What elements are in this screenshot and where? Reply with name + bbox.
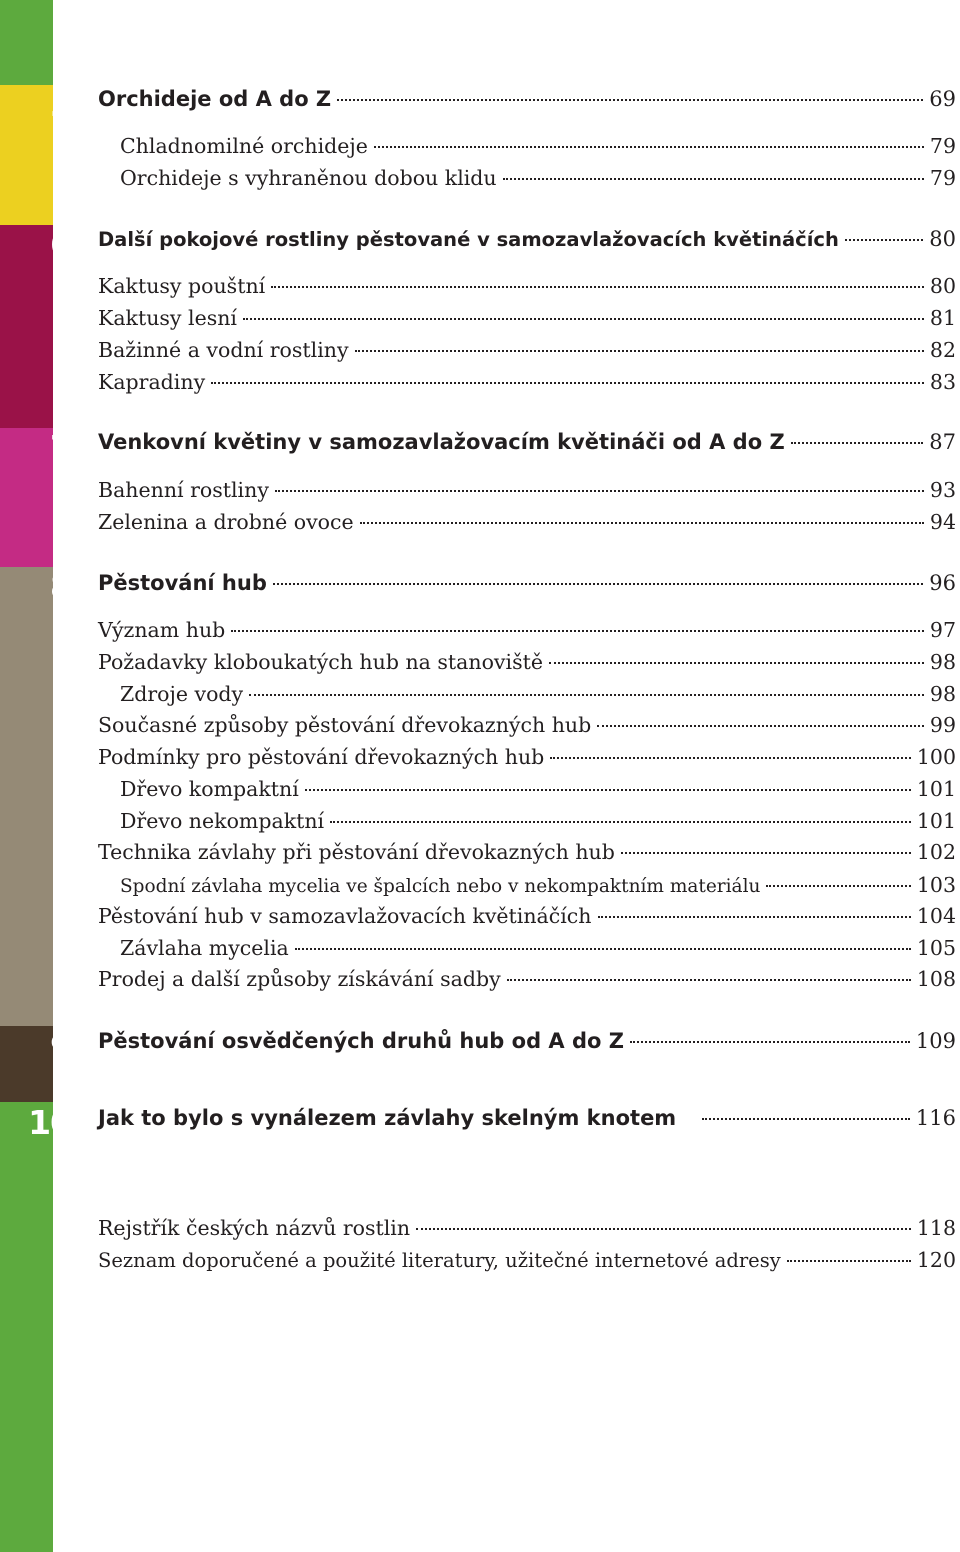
dot-leader [273,582,923,585]
entry-title: Současné způsoby pěstování dřevokazných hub [98,713,592,737]
entry-title: Požadavky kloboukatých hub na stanoviště [98,650,543,674]
dot-leader [330,820,911,823]
toc-entry[interactable] [120,134,956,158]
page-number: 99 [929,713,956,737]
toc-entry[interactable] [120,777,956,801]
entry-title: Kaktusy lesní [98,306,237,330]
dot-leader [550,756,911,759]
dot-leader [621,851,911,854]
section-number-5: 5 [50,86,72,125]
toc-chapter-7[interactable] [98,430,956,454]
toc-entry[interactable] [98,840,956,864]
toc-entry[interactable] [98,306,956,330]
dot-leader [374,145,924,148]
toc-entry[interactable] [98,370,956,394]
dot-leader [305,788,911,791]
dot-leader [337,98,923,101]
page-number: 69 [929,87,956,111]
toc-entry[interactable] [120,936,956,960]
dot-leader [598,915,911,918]
page-number: 81 [929,306,956,330]
dot-leader [787,1259,911,1262]
toc-appendix-index[interactable] [98,1216,956,1240]
page-number: 87 [929,430,956,454]
page-number: 79 [929,134,956,158]
entry-title: Chladnomilné orchideje [120,134,368,158]
dot-leader [416,1227,911,1230]
toc-entry[interactable] [98,904,956,928]
dot-leader [249,693,924,696]
toc-entry[interactable] [98,745,956,769]
toc-entry[interactable] [120,682,956,706]
entry-title: Kaktusy pouštní [98,274,266,298]
section-number-8: 8 [50,567,72,606]
entry-title: Bažinné a vodní rostliny [98,338,349,362]
chapter-title: Venkovní květiny v samozavlažovacím květináči od A do Z [98,430,785,454]
page-number: 82 [929,338,956,362]
dot-leader [360,521,924,524]
toc-chapter-5[interactable] [98,87,956,111]
chapter-title: Jak to bylo s vynálezem závlahy skelným knotem [98,1106,677,1130]
dot-leader [702,1117,910,1120]
strip-green-top [0,0,53,85]
page-number: 93 [929,478,956,502]
strip-section-8 [0,567,53,1026]
dot-leader [597,724,924,727]
dot-leader [231,629,924,632]
entry-title: Orchideje s vyhraněnou dobou klidu [120,166,497,190]
entry-title: Kapradiny [98,370,206,394]
entry-title: Dřevo nekompaktní [120,809,325,833]
entry-title: Závlaha mycelia [120,936,289,960]
section-number-7: 7 [50,428,72,467]
dot-leader [507,978,911,981]
dot-leader [271,285,924,288]
page-number: 102 [916,840,956,864]
entry-title: Zelenina a drobné ovoce [98,510,354,534]
toc-entry[interactable] [120,809,956,833]
page-number: 109 [915,1029,956,1053]
dot-leader [211,381,924,384]
toc-chapter-8[interactable] [98,571,956,595]
toc-entry[interactable] [120,166,956,190]
page-number: 97 [929,618,956,642]
strip-section-10 [0,1102,53,1552]
page-number: 94 [929,510,956,534]
page-number: 116 [915,1106,956,1130]
entry-title: Význam hub [98,618,226,642]
dot-leader [630,1040,910,1043]
toc-entry[interactable] [98,338,956,362]
page-number: 105 [916,936,956,960]
entry-title: Zdroje vody [120,682,244,706]
dot-leader [549,661,924,664]
toc-entry[interactable] [98,713,956,737]
section-number-9: 9 [50,1027,72,1066]
dot-leader [243,317,924,320]
chapter-title: Pěstování osvědčených druhů hub od A do Z [98,1029,624,1053]
chapter-title: Další pokojové rostliny pěstované v samozavlažovacích květináčích [98,228,839,251]
section-number-10: 10 [28,1103,72,1142]
page-number: 101 [916,777,956,801]
dot-leader [295,947,911,950]
page-number: 98 [929,682,956,706]
entry-title: Pěstování hub v samozavlažovacích květináčích [98,904,592,928]
page-number: 120 [916,1248,956,1272]
toc-entry[interactable] [98,478,956,502]
entry-title: Prodej a další způsoby získávání sadby [98,967,501,991]
toc-entry[interactable] [98,618,956,642]
page-number: 96 [929,571,956,595]
toc-entry[interactable] [98,967,956,991]
entry-title: Dřevo kompaktní [120,777,299,801]
dot-leader [845,238,923,241]
toc-entry[interactable] [120,873,956,897]
entry-title: Bahenní rostliny [98,478,269,502]
entry-title: Technika závlahy při pěstování dřevokazných hub [98,840,615,864]
section-number-6: 6 [50,225,72,264]
page-number: 104 [916,904,956,928]
page-number: 79 [929,166,956,190]
entry-title: Rejstřík českých názvů rostlin [98,1216,411,1240]
entry-title: Seznam doporučené a použité literatury, užitečné internetové adresy [98,1249,781,1272]
page-number: 98 [929,650,956,674]
toc-chapter-9[interactable] [98,1029,956,1053]
page-number: 83 [929,370,956,394]
chapter-title: Pěstování hub [98,571,267,595]
entry-title: Podmínky pro pěstování dřevokazných hub [98,745,545,769]
toc-appendix-literature[interactable] [98,1248,956,1272]
dot-leader [791,441,924,444]
dot-leader [355,349,924,352]
dot-leader [766,884,910,887]
page-number: 103 [916,873,956,897]
toc-chapter-10[interactable] [98,1106,956,1130]
dot-leader [275,489,924,492]
toc-entry[interactable] [98,650,956,674]
page-number: 100 [916,745,956,769]
page-number: 108 [916,967,956,991]
toc-entry[interactable] [98,274,956,298]
entry-title: Spodní závlaha mycelia ve špalcích nebo v nekompaktním materiálu [120,876,761,897]
page-number: 101 [916,809,956,833]
page-number: 80 [929,227,956,251]
toc-entry[interactable] [98,510,956,534]
toc-chapter-6[interactable] [98,227,956,251]
page-number: 80 [929,274,956,298]
page-number: 118 [916,1216,956,1240]
dot-leader [503,177,924,180]
chapter-title: Orchideje od A do Z [98,87,332,111]
